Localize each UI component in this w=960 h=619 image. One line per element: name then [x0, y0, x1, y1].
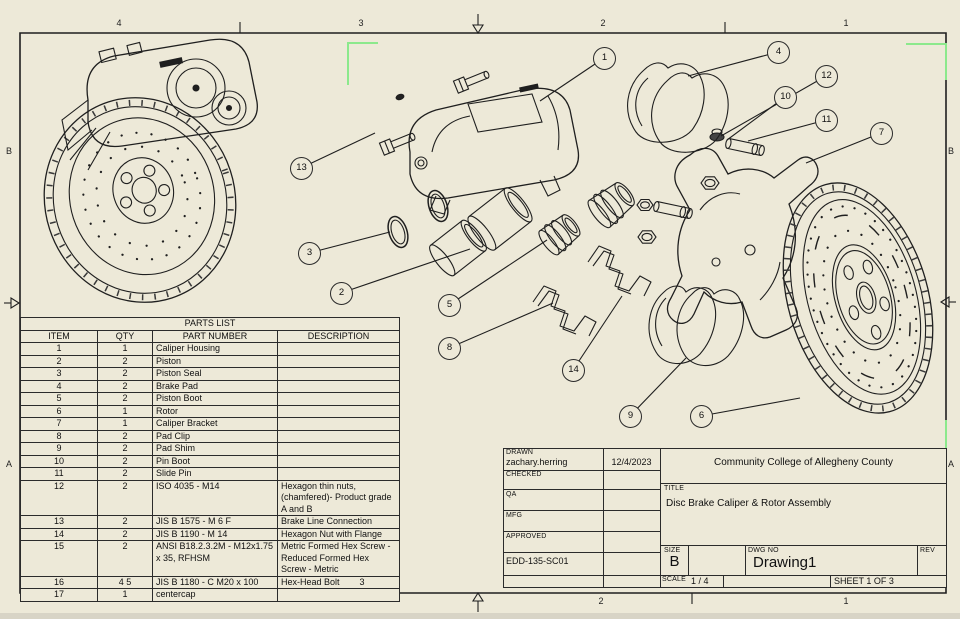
parts-cell: [278, 589, 400, 602]
zone-label-top-4: 4: [116, 18, 122, 28]
parts-cell: [278, 455, 400, 468]
parts-cell: [278, 468, 400, 481]
parts-cell: [278, 393, 400, 406]
parts-cell: Caliper Housing: [153, 343, 278, 356]
parts-row: [21, 455, 400, 468]
parts-row: [21, 405, 400, 418]
parts-cell: Pin Boot: [153, 455, 278, 468]
parts-list-title: PARTS LIST: [21, 318, 400, 331]
parts-list-table[interactable]: [20, 317, 400, 602]
parts-cell: [278, 355, 400, 368]
scale-value: 1 / 4: [691, 576, 709, 586]
parts-cell: Pad Clip: [153, 430, 278, 443]
parts-cell: 2: [98, 393, 153, 406]
parts-cell: JIS B 1180 - C M20 x 100: [153, 576, 278, 589]
parts-cell: 2: [98, 380, 153, 393]
parts-row: [21, 468, 400, 481]
parts-cell: 10: [21, 455, 98, 468]
parts-cell: 5: [21, 393, 98, 406]
parts-table-body: [21, 318, 400, 602]
parts-cell: Slide Pin: [153, 468, 278, 481]
parts-cell: [278, 380, 400, 393]
parts-cell: 9: [21, 443, 98, 456]
col-header-item: ITEM: [21, 330, 98, 343]
parts-cell: 1: [98, 418, 153, 431]
parts-cell: 2: [98, 443, 153, 456]
parts-cell: 14: [21, 528, 98, 541]
parts-row: [21, 589, 400, 602]
balloon-8[interactable]: 8: [438, 337, 461, 360]
parts-row: [21, 380, 400, 393]
approved-label: APPROVED: [506, 533, 547, 540]
zone-label-right-a: A: [947, 459, 954, 469]
parts-cell: Brake Pad: [153, 380, 278, 393]
parts-row: [21, 418, 400, 431]
parts-cell: 2: [98, 541, 153, 577]
balloon-7[interactable]: 7: [870, 122, 893, 145]
parts-cell: [278, 443, 400, 456]
parts-cell: Metric Formed Hex Screw - Reduced Formed Hex Screw - Metric: [278, 541, 400, 577]
assembled-caliper: [62, 39, 257, 170]
parts-cell: 1: [21, 343, 98, 356]
drawn-date: 12/4/2023: [611, 457, 652, 467]
parts-cell: 4: [21, 380, 98, 393]
col-header-part-number: PART NUMBER: [153, 330, 278, 343]
balloon-14[interactable]: 14: [562, 359, 585, 382]
parts-cell: ANSI B18.2.3.2M - M12x1.75 x 35, RFHSM: [153, 541, 278, 577]
parts-cell: [278, 368, 400, 381]
balloon-5[interactable]: 5: [438, 294, 461, 317]
balloon-1[interactable]: 1: [593, 47, 616, 70]
parts-cell: 11: [21, 468, 98, 481]
parts-cell: Hexagon Nut with Flange: [278, 528, 400, 541]
piston-boot-parts: [535, 177, 640, 259]
company-name: Community College of Allegheny County: [714, 457, 893, 468]
zone-label-right-b: B: [947, 146, 954, 156]
balloon-3[interactable]: 3: [298, 242, 321, 265]
col-header-description: DESCRIPTION: [278, 330, 400, 343]
zone-label-left-a: A: [5, 459, 12, 469]
parts-cell: 2: [98, 355, 153, 368]
zone-label-top-3: 3: [358, 18, 364, 28]
balloon-6[interactable]: 6: [690, 405, 713, 428]
parts-cell: Pad Shim: [153, 443, 278, 456]
dwg-no-label: DWG NO: [748, 547, 779, 554]
piston-seal-parts: [384, 188, 451, 250]
drawn-by: zachary.herring: [506, 457, 568, 467]
parts-cell: 17: [21, 589, 98, 602]
parts-cell: 15: [21, 541, 98, 577]
mfg-label: MFG: [506, 512, 523, 519]
parts-row: [21, 343, 400, 356]
balloon-13[interactable]: 13: [290, 157, 313, 180]
parts-cell: 8: [21, 430, 98, 443]
parts-row: [21, 480, 400, 516]
zone-label-bottom-2: 2: [598, 596, 604, 606]
parts-cell: Piston Seal: [153, 368, 278, 381]
checked-label: CHECKED: [506, 471, 542, 478]
parts-cell: 2: [98, 528, 153, 541]
balloon-4[interactable]: 4: [767, 41, 790, 64]
balloon-10[interactable]: 10: [774, 86, 797, 109]
parts-list-header-row: [21, 330, 400, 343]
parts-cell: 2: [98, 468, 153, 481]
parts-row: [21, 430, 400, 443]
balloon-11[interactable]: 11: [815, 109, 838, 132]
scale-label: SCALE: [662, 576, 686, 583]
parts-cell: Brake Line Connection: [278, 516, 400, 529]
rotor-part: [758, 165, 958, 430]
parts-cell: [278, 418, 400, 431]
balloon-9[interactable]: 9: [619, 405, 642, 428]
parts-cell: Piston: [153, 355, 278, 368]
size-label: SIZE: [664, 547, 681, 554]
parts-cell: 2: [98, 516, 153, 529]
pad-clip-parts: [533, 246, 651, 336]
parts-cell: 7: [21, 418, 98, 431]
assembled-view[interactable]: [18, 39, 262, 327]
parts-cell: 16: [21, 576, 98, 589]
parts-cell: [278, 405, 400, 418]
col-header-qty: QTY: [98, 330, 153, 343]
parts-row: [21, 393, 400, 406]
drawn-label: DRAWN: [506, 449, 534, 456]
parts-cell: 2: [98, 430, 153, 443]
parts-cell: 1: [98, 589, 153, 602]
parts-cell: 6: [21, 405, 98, 418]
parts-cell: Rotor: [153, 405, 278, 418]
parts-cell: [278, 430, 400, 443]
parts-cell: 2: [21, 355, 98, 368]
drawing-title: Disc Brake Caliper & Rotor Assembly: [666, 498, 832, 509]
parts-cell: 2: [98, 455, 153, 468]
dwg-no: Drawing1: [753, 554, 817, 571]
parts-cell: 3: [21, 368, 98, 381]
title-label: TITLE: [664, 485, 685, 492]
zone-label-top-2: 2: [600, 18, 606, 28]
sheet-number: SHEET 1 OF 3: [834, 576, 894, 586]
rev-label: REV: [920, 547, 935, 554]
parts-cell: 1: [98, 405, 153, 418]
parts-row: [21, 443, 400, 456]
parts-row: [21, 516, 400, 529]
parts-row: [21, 368, 400, 381]
zone-label-left-b: B: [5, 146, 12, 156]
parts-cell: 12: [21, 480, 98, 516]
zone-label-bottom-1: 1: [843, 596, 849, 606]
parts-cell: ISO 4035 - M14: [153, 480, 278, 516]
parts-cell: Piston Boot: [153, 393, 278, 406]
parts-cell: JIS B 1575 - M 6 F: [153, 516, 278, 529]
parts-cell: 13: [21, 516, 98, 529]
document-code: EDD-135-SC01: [506, 556, 569, 566]
balloon-12[interactable]: 12: [815, 65, 838, 88]
parts-cell: 2: [98, 368, 153, 381]
parts-row: [21, 528, 400, 541]
zone-label-top-1: 1: [843, 18, 849, 28]
bottom-strip: [0, 613, 960, 619]
parts-cell: Hex-Head Bolt 3: [278, 576, 400, 589]
title-block: [503, 448, 947, 588]
sheet-size: B: [669, 553, 680, 570]
balloon-2[interactable]: 2: [330, 282, 353, 305]
title-block-border: [503, 448, 947, 588]
assembled-rotor: [18, 73, 262, 328]
parts-cell: 4 5: [98, 576, 153, 589]
qa-label: QA: [506, 491, 517, 498]
parts-cell: Hexagon thin nuts,(chamfered)- Product grade A and B: [278, 480, 400, 516]
brake-pad-parts-lower: [649, 286, 744, 366]
parts-row: [21, 541, 400, 577]
parts-cell: centercap: [153, 589, 278, 602]
parts-cell: 1: [98, 343, 153, 356]
parts-cell: Caliper Bracket: [153, 418, 278, 431]
parts-cell: [278, 343, 400, 356]
parts-cell: 2: [98, 480, 153, 516]
parts-cell: JIS B 1190 - M 14: [153, 528, 278, 541]
parts-row: [21, 355, 400, 368]
parts-row: [21, 576, 400, 589]
